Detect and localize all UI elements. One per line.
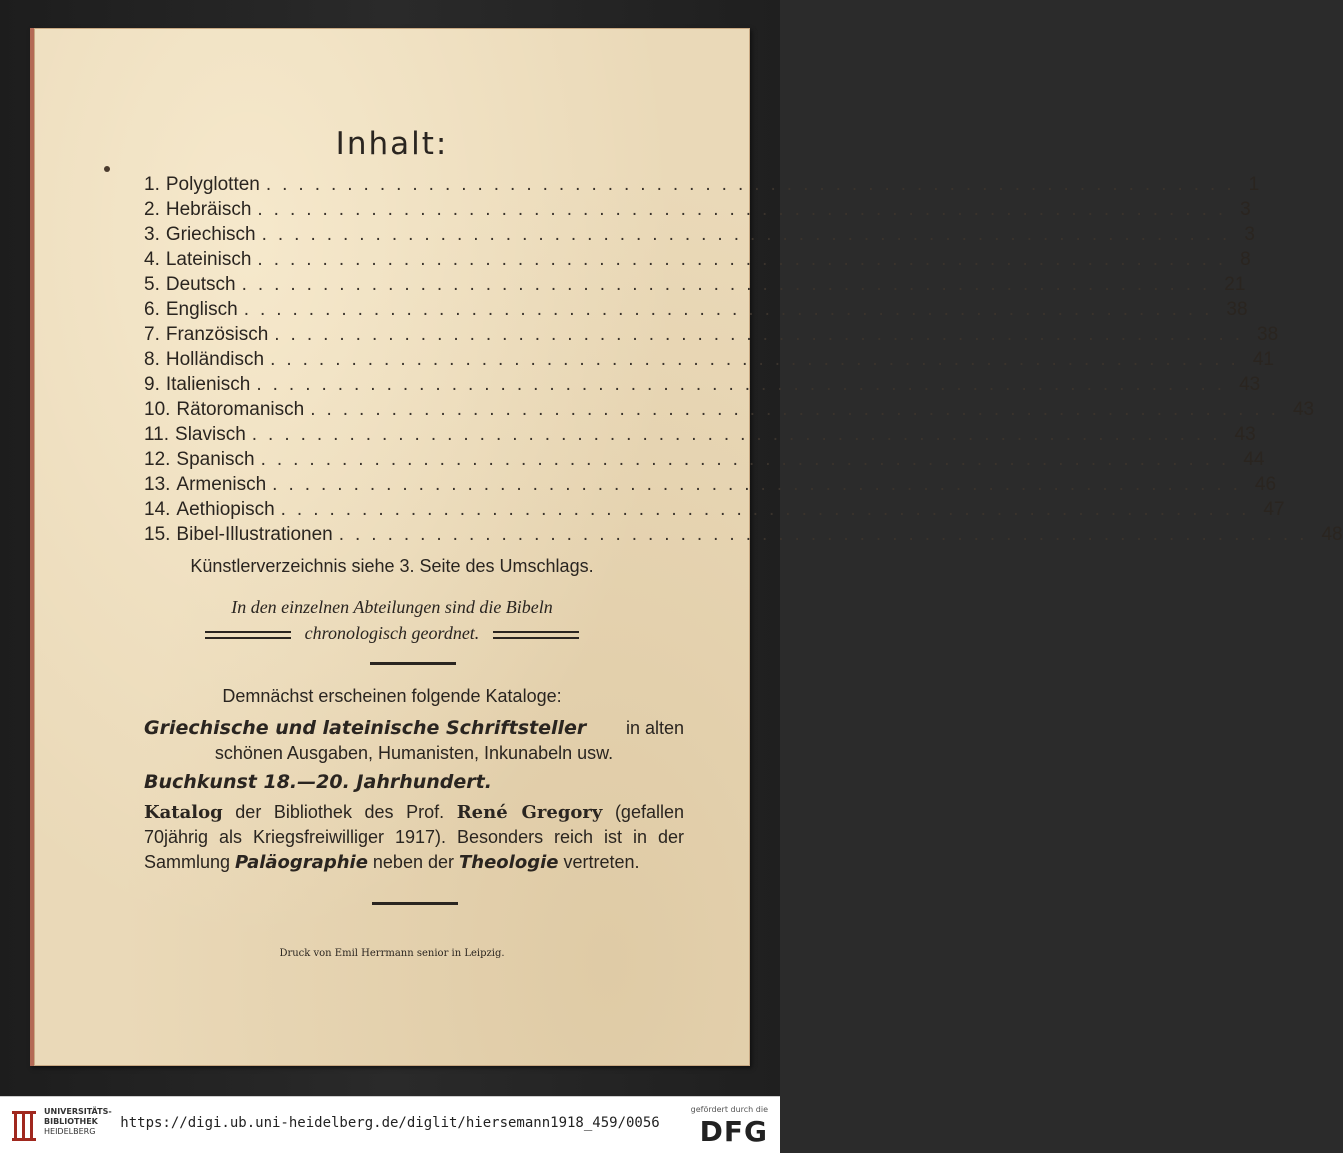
upcoming-heading: Demnächst erscheinen folgende Kataloge:: [222, 686, 562, 706]
toc-page-number: 38: [1257, 324, 1279, 345]
printer-imprint: Druck von Emil Herrmann senior in Leipzig.: [279, 948, 505, 959]
toc-page-number: 41: [1252, 349, 1274, 370]
toc-number: 14.: [144, 499, 171, 520]
catalog1-rest1: in alten: [625, 718, 684, 738]
toc-number: 13.: [144, 474, 171, 495]
toc-label: Deutsch: [165, 274, 236, 295]
toc-label: Hebräisch: [165, 199, 252, 220]
section-divider: [370, 662, 456, 665]
viewer-footer: [0, 1096, 780, 1153]
catalog3-theology: Theologie: [458, 852, 559, 873]
toc-label: Lateinisch: [165, 249, 252, 270]
toc-leader-dots: ............................................................: [241, 274, 1219, 295]
toc-leader-dots: ............................................................: [338, 524, 1316, 545]
toc-leader-dots: ............................................................: [280, 499, 1258, 520]
ink-spot: [104, 166, 110, 172]
toc-number: 12.: [144, 449, 171, 470]
toc-entry: [144, 374, 1261, 399]
toc-page-number: 48: [1321, 524, 1343, 545]
library-line3: HEIDELBERG: [44, 1127, 96, 1136]
toc-label: Polyglotten: [165, 174, 260, 195]
toc-number: 7.: [144, 324, 160, 345]
toc-page-number: 8: [1240, 249, 1251, 270]
toc-entry: [144, 474, 1277, 499]
toc-entry: [144, 399, 1315, 424]
toc-entry: [144, 249, 1251, 274]
toc-number: 11.: [144, 424, 170, 445]
ordering-note: [34, 594, 750, 646]
catalog1-title: Griechische und lateinische Schriftsteller: [144, 717, 587, 739]
catalog3-katalog: Katalog: [144, 802, 223, 823]
toc-page-number: 43: [1234, 424, 1256, 445]
toc-entry: [144, 174, 1260, 199]
toc-leader-dots: ............................................................: [260, 449, 1238, 470]
catalog3-name: René Gregory: [456, 802, 603, 823]
double-rule-left: [205, 631, 291, 639]
library-line1: UNIVERSITÄTS-: [44, 1107, 112, 1116]
toc-page-number: 21: [1224, 274, 1246, 295]
catalog3-text-c: neben der: [367, 852, 459, 872]
toc-entry: [144, 324, 1279, 349]
toc-label: Rätoromanisch: [176, 399, 305, 420]
catalog3-text-a: der Bibliothek des Prof.: [222, 802, 457, 822]
dfg-logo: DFG: [699, 1115, 768, 1148]
toc-leader-dots: ............................................................: [261, 224, 1239, 245]
toc-page-number: 47: [1263, 499, 1285, 520]
toc-label: Slavisch: [175, 424, 246, 445]
table-of-contents: [144, 174, 1343, 549]
toc-number: 6.: [144, 299, 160, 320]
bottom-divider: [372, 902, 458, 905]
toc-number: 1.: [144, 174, 160, 195]
toc-leader-dots: ............................................................: [274, 324, 1252, 345]
catalog-announcement-1: [144, 716, 684, 766]
toc-page-number: 3: [1240, 199, 1251, 220]
catalog1-rest2: schönen Ausgaben, Humanisten, Inkunabeln usw.: [214, 743, 614, 763]
toc-number: 9.: [144, 374, 160, 395]
toc-label: Armenisch: [176, 474, 267, 495]
toc-leader-dots: ............................................................: [272, 474, 1249, 495]
toc-page-number: 3: [1244, 224, 1255, 245]
toc-number: 10.: [144, 399, 171, 420]
toc-number: 4.: [144, 249, 160, 270]
toc-label: Italienisch: [165, 374, 251, 395]
toc-entry: [144, 424, 1256, 449]
toc-number: 2.: [144, 199, 160, 220]
toc-entry: [144, 349, 1274, 374]
catalog3-text-d: vertreten.: [558, 852, 640, 872]
toc-entry: [144, 274, 1246, 299]
toc-entry: [144, 524, 1343, 549]
ordering-note-line1: In den einzelnen Abteilungen sind die Bibeln: [231, 597, 553, 617]
toc-leader-dots: ............................................................: [251, 424, 1229, 445]
toc-entry: [144, 199, 1251, 224]
catalog3-paleography: Paläographie: [235, 852, 368, 873]
document-page: [30, 28, 1343, 1066]
toc-entry: [144, 224, 1255, 249]
toc-entry: [144, 499, 1285, 524]
toc-page-number: 1: [1248, 174, 1260, 195]
toc-entry: [144, 299, 1248, 324]
catalog2-title: Buchkunst 18.—20. Jahrhundert.: [144, 771, 492, 793]
toc-leader-dots: ............................................................: [257, 249, 1235, 270]
toc-page-number: 46: [1254, 474, 1277, 495]
toc-page-number: 44: [1243, 449, 1265, 470]
toc-leader-dots: ............................................................: [265, 174, 1243, 195]
toc-number: 5.: [144, 274, 160, 295]
catalog-announcement-3: [144, 800, 684, 875]
toc-label: Holländisch: [165, 349, 265, 370]
toc-number: 3.: [144, 224, 160, 245]
dfg-caption: gefördert durch die: [690, 1105, 768, 1114]
toc-label: Aethiopisch: [176, 499, 275, 520]
toc-leader-dots: ............................................................: [243, 299, 1221, 320]
double-rule-right: [493, 631, 579, 639]
toc-leader-dots: ............................................................: [310, 399, 1287, 420]
toc-leader-dots: ............................................................: [256, 374, 1234, 395]
toc-number: 15.: [144, 524, 171, 545]
toc-label: Spanisch: [176, 449, 255, 470]
toc-entry: [144, 449, 1265, 474]
toc-label: Englisch: [165, 299, 238, 320]
toc-page-number: 43: [1239, 374, 1261, 395]
toc-leader-dots: ............................................................: [257, 199, 1235, 220]
page-title: Inhalt:: [335, 126, 449, 162]
toc-label: Griechisch: [165, 224, 256, 245]
toc-leader-dots: ............................................................: [270, 349, 1247, 370]
artist-index-note: Künstlerverzeichnis siehe 3. Seite des Umschlags.: [190, 556, 594, 576]
toc-page-number: 38: [1226, 299, 1248, 320]
ordering-note-line2: [34, 620, 750, 646]
toc-number: 8.: [144, 349, 160, 370]
catalog3-text-b: (gefallen 70jährig als Kriegsfreiwilliger 1917). Besonders reich ist in der Sammlung: [144, 802, 684, 872]
toc-label: Bibel-Illustrationen: [176, 524, 333, 545]
toc-label: Französisch: [165, 324, 269, 345]
toc-page-number: 43: [1292, 399, 1315, 420]
library-line2: BIBLIOTHEK: [44, 1117, 98, 1126]
ordering-note-line2-text: chronologisch geordnet.: [304, 623, 480, 643]
document-url-link[interactable]: https://digi.ub.uni-heidelberg.de/diglit/hiersemann1918_459/0056: [120, 1115, 660, 1131]
